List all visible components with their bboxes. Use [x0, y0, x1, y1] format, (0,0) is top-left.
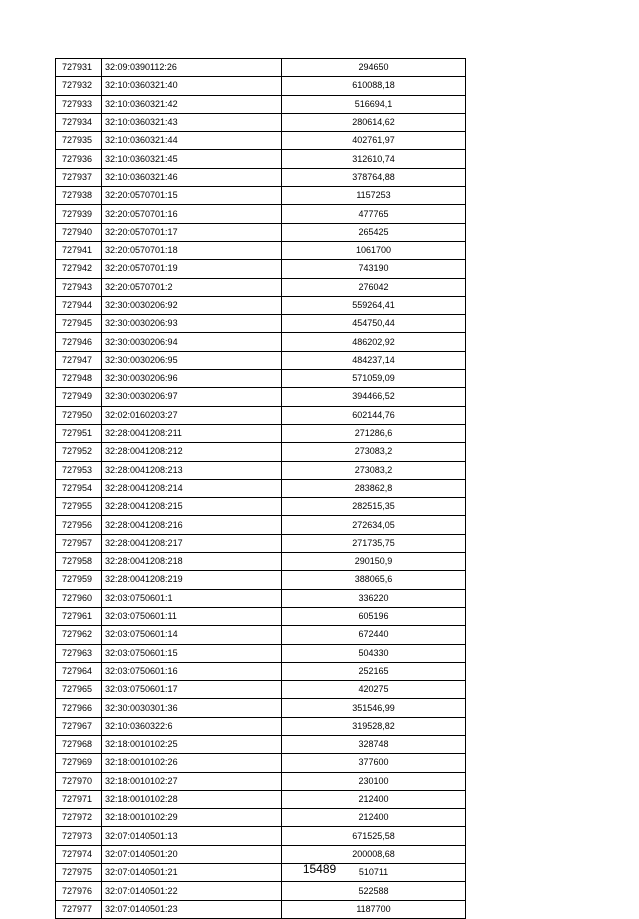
table-row	[56, 461, 466, 479]
row-value-cell: 484237,14	[282, 351, 466, 369]
table-row	[56, 187, 466, 205]
row-id-cell: 727943	[56, 278, 102, 296]
row-code-cell: 32:30:0030206:95	[102, 351, 282, 369]
row-value-cell: 328748	[282, 735, 466, 753]
table-row	[56, 150, 466, 168]
row-id-cell: 727966	[56, 699, 102, 717]
row-id-cell: 727961	[56, 607, 102, 625]
row-code-cell: 32:28:0041208:215	[102, 498, 282, 516]
table-row	[56, 278, 466, 296]
table-row	[56, 607, 466, 625]
table-row	[56, 479, 466, 497]
row-value-cell: 272634,05	[282, 516, 466, 534]
table-row	[56, 260, 466, 278]
row-value-cell: 1157253	[282, 187, 466, 205]
row-code-cell: 32:20:0570701:19	[102, 260, 282, 278]
table-row	[56, 662, 466, 680]
row-id-cell: 727944	[56, 296, 102, 314]
row-value-cell: 394466,52	[282, 388, 466, 406]
table-row	[56, 717, 466, 735]
table-row	[56, 498, 466, 516]
row-code-cell: 32:18:0010102:27	[102, 772, 282, 790]
table-row	[56, 406, 466, 424]
table-row	[56, 113, 466, 131]
row-value-cell: 454750,44	[282, 315, 466, 333]
row-code-cell: 32:03:0750601:14	[102, 626, 282, 644]
row-value-cell: 571059,09	[282, 370, 466, 388]
row-code-cell: 32:10:0360322:6	[102, 717, 282, 735]
row-code-cell: 32:10:0360321:43	[102, 113, 282, 131]
row-value-cell: 516694,1	[282, 95, 466, 113]
row-id-cell: 727948	[56, 370, 102, 388]
table-row	[56, 205, 466, 223]
row-code-cell: 32:18:0010102:25	[102, 735, 282, 753]
row-id-cell: 727974	[56, 845, 102, 863]
row-value-cell: 319528,82	[282, 717, 466, 735]
row-id-cell: 727933	[56, 95, 102, 113]
row-value-cell: 672440	[282, 626, 466, 644]
row-code-cell: 32:30:0030206:96	[102, 370, 282, 388]
row-id-cell: 727969	[56, 754, 102, 772]
row-value-cell: 212400	[282, 790, 466, 808]
row-id-cell: 727968	[56, 735, 102, 753]
row-id-cell: 727972	[56, 809, 102, 827]
row-code-cell: 32:03:0750601:17	[102, 681, 282, 699]
row-value-cell: 388065,6	[282, 571, 466, 589]
table-row	[56, 296, 466, 314]
page-number: 15489	[302, 862, 337, 876]
row-id-cell: 727952	[56, 443, 102, 461]
table-row	[56, 681, 466, 699]
row-code-cell: 32:18:0010102:26	[102, 754, 282, 772]
row-id-cell: 727975	[56, 864, 102, 882]
row-id-cell: 727937	[56, 168, 102, 186]
row-value-cell: 420275	[282, 681, 466, 699]
row-id-cell: 727954	[56, 479, 102, 497]
table-row	[56, 772, 466, 790]
row-code-cell: 32:30:0030206:97	[102, 388, 282, 406]
row-code-cell: 32:30:0030206:93	[102, 315, 282, 333]
row-code-cell: 32:30:0030206:94	[102, 333, 282, 351]
data-table	[55, 58, 466, 919]
row-value-cell: 290150,9	[282, 553, 466, 571]
row-value-cell: 504330	[282, 644, 466, 662]
row-value-cell: 351546,99	[282, 699, 466, 717]
row-code-cell: 32:28:0041208:214	[102, 479, 282, 497]
row-id-cell: 727970	[56, 772, 102, 790]
row-id-cell: 727959	[56, 571, 102, 589]
table-row	[56, 516, 466, 534]
table-row	[56, 315, 466, 333]
row-value-cell: 559264,41	[282, 296, 466, 314]
row-id-cell: 727940	[56, 223, 102, 241]
row-id-cell: 727973	[56, 827, 102, 845]
row-code-cell: 32:07:0140501:23	[102, 900, 282, 918]
row-code-cell: 32:28:0041208:219	[102, 571, 282, 589]
table-row	[56, 790, 466, 808]
row-value-cell: 486202,92	[282, 333, 466, 351]
table-row	[56, 644, 466, 662]
table-row	[56, 351, 466, 369]
row-code-cell: 32:28:0041208:213	[102, 461, 282, 479]
row-value-cell: 276042	[282, 278, 466, 296]
row-value-cell: 200008,68	[282, 845, 466, 863]
row-code-cell: 32:20:0570701:17	[102, 223, 282, 241]
table-row	[56, 882, 466, 900]
table-row	[56, 59, 466, 77]
row-code-cell: 32:02:0160203:27	[102, 406, 282, 424]
row-id-cell: 727939	[56, 205, 102, 223]
row-id-cell: 727945	[56, 315, 102, 333]
row-code-cell: 32:03:0750601:16	[102, 662, 282, 680]
row-code-cell: 32:28:0041208:212	[102, 443, 282, 461]
row-value-cell: 402761,97	[282, 132, 466, 150]
table-row	[56, 132, 466, 150]
row-id-cell: 727934	[56, 113, 102, 131]
row-code-cell: 32:20:0570701:2	[102, 278, 282, 296]
row-value-cell: 605196	[282, 607, 466, 625]
row-value-cell: 252165	[282, 662, 466, 680]
row-id-cell: 727955	[56, 498, 102, 516]
table-row	[56, 333, 466, 351]
row-value-cell: 510711	[282, 864, 466, 882]
table-body	[56, 59, 466, 919]
row-code-cell: 32:10:0360321:42	[102, 95, 282, 113]
table-row	[56, 370, 466, 388]
row-value-cell: 230100	[282, 772, 466, 790]
table-row	[56, 241, 466, 259]
row-id-cell: 727960	[56, 589, 102, 607]
table-row	[56, 754, 466, 772]
row-code-cell: 32:10:0360321:45	[102, 150, 282, 168]
row-id-cell: 727931	[56, 59, 102, 77]
row-code-cell: 32:03:0750601:15	[102, 644, 282, 662]
table-row	[56, 589, 466, 607]
row-id-cell: 727949	[56, 388, 102, 406]
row-value-cell: 610088,18	[282, 77, 466, 95]
row-id-cell: 727957	[56, 534, 102, 552]
row-value-cell: 1187700	[282, 900, 466, 918]
table-row	[56, 735, 466, 753]
table-row	[56, 626, 466, 644]
row-value-cell: 522588	[282, 882, 466, 900]
table-row	[56, 809, 466, 827]
table-row	[56, 534, 466, 552]
table-row	[56, 827, 466, 845]
row-id-cell: 727947	[56, 351, 102, 369]
row-code-cell: 32:03:0750601:11	[102, 607, 282, 625]
row-value-cell: 273083,2	[282, 461, 466, 479]
row-value-cell: 212400	[282, 809, 466, 827]
row-value-cell: 743190	[282, 260, 466, 278]
row-id-cell: 727962	[56, 626, 102, 644]
row-value-cell: 271735,75	[282, 534, 466, 552]
row-id-cell: 727946	[56, 333, 102, 351]
row-value-cell: 377600	[282, 754, 466, 772]
row-id-cell: 727956	[56, 516, 102, 534]
table-row	[56, 223, 466, 241]
row-code-cell: 32:18:0010102:29	[102, 809, 282, 827]
row-id-cell: 727950	[56, 406, 102, 424]
row-id-cell: 727935	[56, 132, 102, 150]
row-code-cell: 32:18:0010102:28	[102, 790, 282, 808]
table-row	[56, 845, 466, 863]
row-code-cell: 32:07:0140501:13	[102, 827, 282, 845]
table-row	[56, 388, 466, 406]
row-code-cell: 32:10:0360321:46	[102, 168, 282, 186]
row-id-cell: 727942	[56, 260, 102, 278]
row-code-cell: 32:30:0030206:92	[102, 296, 282, 314]
row-value-cell: 280614,62	[282, 113, 466, 131]
row-value-cell: 265425	[282, 223, 466, 241]
row-value-cell: 283862,8	[282, 479, 466, 497]
row-code-cell: 32:20:0570701:16	[102, 205, 282, 223]
table-row	[56, 443, 466, 461]
table-row	[56, 553, 466, 571]
table-row	[56, 699, 466, 717]
row-code-cell: 32:28:0041208:217	[102, 534, 282, 552]
row-value-cell: 477765	[282, 205, 466, 223]
row-code-cell: 32:30:0030301:36	[102, 699, 282, 717]
table-row	[56, 571, 466, 589]
row-code-cell: 32:20:0570701:15	[102, 187, 282, 205]
row-value-cell: 273083,2	[282, 443, 466, 461]
row-code-cell: 32:10:0360321:44	[102, 132, 282, 150]
row-value-cell: 1061700	[282, 241, 466, 259]
row-id-cell: 727932	[56, 77, 102, 95]
row-id-cell: 727971	[56, 790, 102, 808]
row-id-cell: 727964	[56, 662, 102, 680]
row-code-cell: 32:20:0570701:18	[102, 241, 282, 259]
row-code-cell: 32:03:0750601:1	[102, 589, 282, 607]
row-value-cell: 336220	[282, 589, 466, 607]
row-value-cell: 312610,74	[282, 150, 466, 168]
row-id-cell: 727941	[56, 241, 102, 259]
table-row	[56, 95, 466, 113]
row-id-cell: 727951	[56, 424, 102, 442]
row-value-cell: 671525,58	[282, 827, 466, 845]
row-id-cell: 727963	[56, 644, 102, 662]
row-code-cell: 32:09:0390112:26	[102, 59, 282, 77]
row-id-cell: 727976	[56, 882, 102, 900]
row-code-cell: 32:07:0140501:22	[102, 882, 282, 900]
row-value-cell: 294650	[282, 59, 466, 77]
row-code-cell: 32:28:0041208:218	[102, 553, 282, 571]
row-code-cell: 32:10:0360321:40	[102, 77, 282, 95]
row-id-cell: 727953	[56, 461, 102, 479]
row-id-cell: 727938	[56, 187, 102, 205]
row-code-cell: 32:07:0140501:21	[102, 864, 282, 882]
row-value-cell: 378764,88	[282, 168, 466, 186]
row-value-cell: 602144,76	[282, 406, 466, 424]
row-id-cell: 727977	[56, 900, 102, 918]
row-code-cell: 32:07:0140501:20	[102, 845, 282, 863]
row-code-cell: 32:28:0041208:211	[102, 424, 282, 442]
table-row	[56, 424, 466, 442]
row-id-cell: 727967	[56, 717, 102, 735]
row-id-cell: 727936	[56, 150, 102, 168]
row-id-cell: 727958	[56, 553, 102, 571]
row-code-cell: 32:28:0041208:216	[102, 516, 282, 534]
row-value-cell: 282515,35	[282, 498, 466, 516]
table-row	[56, 900, 466, 918]
table-row	[56, 77, 466, 95]
table-row	[56, 168, 466, 186]
row-value-cell: 271286,6	[282, 424, 466, 442]
row-id-cell: 727965	[56, 681, 102, 699]
